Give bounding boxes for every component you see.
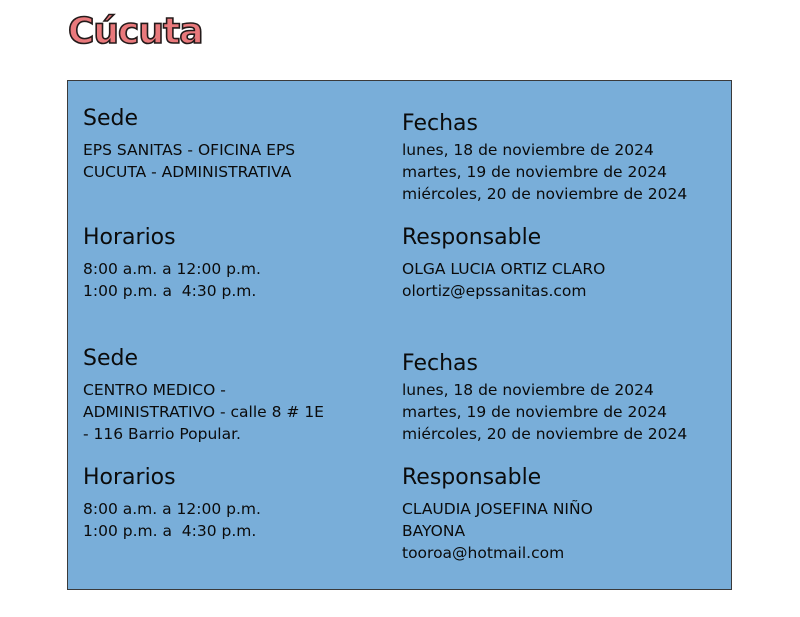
responsable-email: olortiz@epssanitas.com	[402, 282, 587, 300]
responsable-name: BAYONA	[402, 522, 466, 540]
horarios-heading: Horarios	[83, 465, 176, 490]
fechas-section-1	[402, 110, 687, 205]
fecha-line: lunes, 18 de noviembre de 2024	[402, 381, 654, 399]
fecha-line: miércoles, 20 de noviembre de 2024	[402, 425, 688, 443]
fecha-line: miércoles, 20 de noviembre de 2024	[402, 185, 688, 203]
sede-heading: Sede	[83, 106, 138, 131]
horarios-section-1	[83, 224, 261, 302]
responsable-name: CLAUDIA JOSEFINA NIÑO	[402, 500, 593, 518]
sede-section-2	[83, 345, 324, 445]
locations-panel	[67, 80, 732, 590]
responsable-section-1	[402, 224, 605, 302]
sede-line: ADMINISTRATIVO - calle 8 # 1E	[83, 403, 324, 421]
fecha-line: martes, 19 de noviembre de 2024	[402, 163, 667, 181]
sede-line: CENTRO MEDICO -	[83, 381, 226, 399]
responsable-heading: Responsable	[402, 465, 542, 490]
fechas-heading: Fechas	[402, 351, 478, 376]
horario-line: 1:00 p.m. a 4:30 p.m.	[83, 522, 257, 540]
fecha-line: martes, 19 de noviembre de 2024	[402, 403, 667, 421]
fechas-section-2	[402, 350, 687, 445]
horarios-section-2	[83, 464, 261, 542]
sede-line: CUCUTA - ADMINISTRATIVA	[83, 163, 292, 181]
page-title: Cúcuta	[68, 11, 203, 52]
fecha-line: lunes, 18 de noviembre de 2024	[402, 141, 654, 159]
horario-line: 1:00 p.m. a 4:30 p.m.	[83, 282, 257, 300]
horario-line: 8:00 a.m. a 12:00 p.m.	[83, 260, 261, 278]
sede-line: EPS SANITAS - OFICINA EPS	[83, 141, 296, 159]
responsable-heading: Responsable	[402, 225, 542, 250]
responsable-section-2	[402, 464, 593, 564]
horarios-heading: Horarios	[83, 225, 176, 250]
sede-heading: Sede	[83, 346, 138, 371]
sede-section-1	[83, 105, 295, 183]
sede-line: - 116 Barrio Popular.	[83, 425, 241, 443]
fechas-heading: Fechas	[402, 111, 478, 136]
responsable-name: OLGA LUCIA ORTIZ CLARO	[402, 260, 606, 278]
horario-line: 8:00 a.m. a 12:00 p.m.	[83, 500, 261, 518]
responsable-email: tooroa@hotmail.com	[402, 544, 565, 562]
